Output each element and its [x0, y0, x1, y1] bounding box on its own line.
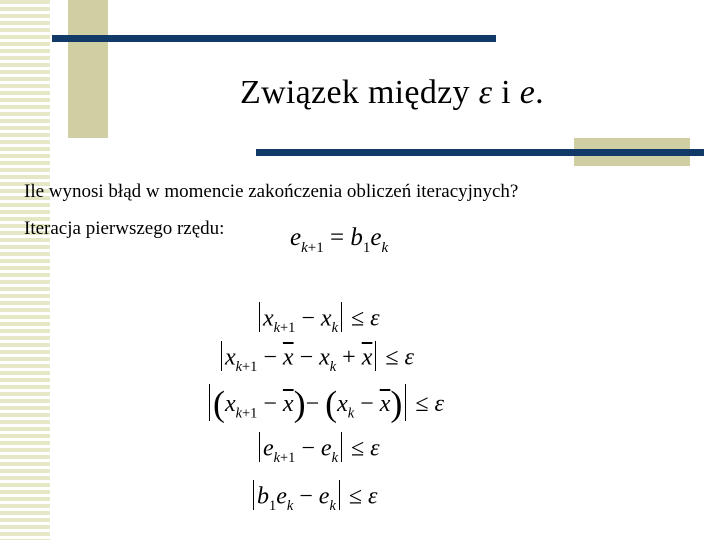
title-e: e — [519, 74, 536, 111]
iteration-label: Iteracja pierwszego rzędu: — [24, 218, 225, 239]
formula-error-recurrence: $e_{k+1} = b_1e_k$ — [290, 224, 389, 256]
formula-2: $x_{k+1} - \overline{x} - x_k + \overline{x} \le \varepsilon$ — [218, 341, 414, 376]
formula-4: $e_{k+1} - e_k \le \varepsilon$ — [256, 432, 380, 467]
formula-3: $(x_{k+1} - \overline{x})- (x_k - \overline{x}) \le \varepsilon$ — [206, 384, 444, 423]
title-period: . — [535, 74, 544, 111]
decor-navy-line-top — [52, 35, 496, 42]
slide-title — [240, 74, 544, 112]
question-text: Ile wynosi błąd w momencie zakończenia obliczeń iteracyjnych? — [24, 181, 519, 202]
decor-navy-line-bottom — [256, 149, 704, 156]
title-connector: i — [492, 74, 520, 111]
decorative-stripes — [0, 0, 50, 540]
title-text: Związek między — [240, 74, 470, 111]
formula-5: $b_1e_k - e_k \le \varepsilon$ — [250, 480, 377, 515]
title-epsilon: ε — [478, 74, 493, 111]
decor-tan-block-top — [68, 0, 108, 138]
formula-1: $x_{k+1} - x_k \le \varepsilon$ — [256, 302, 380, 337]
